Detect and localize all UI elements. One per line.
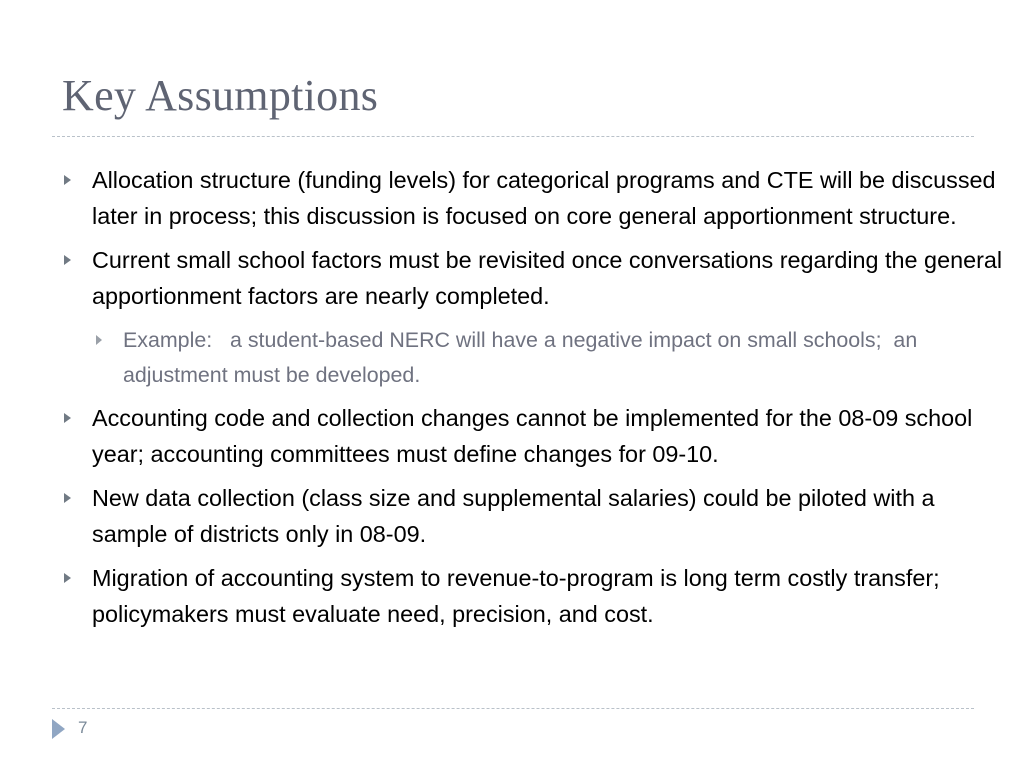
sub-bullet-text: Example: a student-based NERC will have a negative impact on small schools; an adjustment must be developed.	[123, 328, 924, 387]
footer-divider	[52, 708, 974, 709]
sub-bullet-item	[0, 323, 1010, 393]
bullet-text: Current small school factors must be revisited once conversations regarding the general apportionment factors are nearly completed.	[92, 247, 1003, 309]
triangle-bullet-icon	[64, 493, 71, 503]
bullet-item	[0, 401, 1010, 472]
bullet-text: Migration of accounting system to revenue-to-program is long term costly transfer; policymakers must evaluate need, precision, and cost.	[92, 565, 940, 627]
slide-title: Key Assumptions	[62, 71, 379, 120]
title-divider	[52, 136, 974, 137]
bullet-text: Accounting code and collection changes cannot be implemented for the 08-09 school year; accounting committees must define changes for 09-10.	[92, 405, 973, 467]
triangle-bullet-icon	[64, 175, 71, 185]
bullet-item	[0, 561, 1010, 632]
play-arrow-icon[interactable]	[52, 719, 65, 739]
bullet-item	[0, 163, 1010, 234]
bullet-text: Allocation structure (funding levels) for categorical programs and CTE will be discussed later in process; this discussion is focused on core general apportionment structure.	[92, 167, 996, 229]
bullet-list	[0, 163, 1010, 641]
triangle-bullet-icon	[96, 335, 102, 345]
triangle-bullet-icon	[64, 413, 71, 423]
triangle-bullet-icon	[64, 573, 71, 583]
bullet-text: New data collection (class size and supplemental salaries) could be piloted with a sample of districts only in 08-09.	[92, 485, 935, 547]
triangle-bullet-icon	[64, 255, 71, 265]
page-number: 7	[78, 718, 88, 737]
bullet-item	[0, 481, 1010, 552]
bullet-item	[0, 243, 1010, 314]
